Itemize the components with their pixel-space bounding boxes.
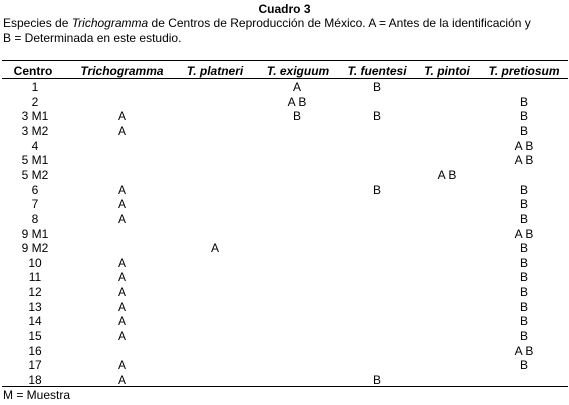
- cell-t-exiguum: A B: [287, 94, 307, 109]
- table-row: [0, 139, 569, 154]
- cell-t-fuentesi: B: [372, 373, 381, 387]
- cell-trichogramma: A: [117, 329, 126, 344]
- cell-t-pretiosum: A B: [514, 138, 534, 153]
- cell-t-platneri: A: [210, 241, 219, 256]
- cell-trichogramma: A: [117, 373, 126, 387]
- table-row: [0, 270, 569, 285]
- table-row: [0, 256, 569, 271]
- table-row: [0, 285, 569, 300]
- cell-t-pretiosum: B: [519, 285, 528, 300]
- table-row: [0, 227, 569, 242]
- header-t-fuentesi: T. fuentesi: [347, 64, 407, 78]
- cell-trichogramma: A: [117, 358, 126, 373]
- header-trichogramma: Trichogramma: [80, 64, 164, 78]
- table-row: [0, 153, 569, 168]
- table-row: [0, 197, 569, 212]
- cell-t-pretiosum: B: [519, 109, 528, 124]
- cell-centro: 14: [28, 314, 42, 329]
- table-row: [0, 212, 569, 227]
- table-title: Cuadro 3: [258, 2, 311, 16]
- cell-t-pretiosum: B: [519, 211, 528, 226]
- cell-centro: 13: [28, 299, 42, 314]
- cell-centro: 11: [28, 270, 42, 285]
- cell-trichogramma: A: [117, 285, 126, 300]
- cell-trichogramma: A: [117, 123, 126, 138]
- cell-t-fuentesi: B: [372, 109, 381, 124]
- table-top-rule: [2, 60, 568, 61]
- cell-centro: 1: [31, 80, 39, 94]
- cell-t-pretiosum: B: [519, 270, 528, 285]
- table-row: [0, 109, 569, 124]
- table-row: [0, 124, 569, 139]
- cell-trichogramma: A: [117, 270, 126, 285]
- header-t-exiguum: T. exiguum: [266, 64, 330, 78]
- cell-centro: 3 M1: [21, 109, 49, 124]
- caption-text-start: Especies de: [3, 16, 72, 30]
- cell-trichogramma: A: [117, 182, 126, 197]
- cell-trichogramma: A: [117, 211, 126, 226]
- cell-t-pretiosum: B: [519, 241, 528, 256]
- cell-trichogramma: A: [117, 299, 126, 314]
- header-centro: Centro: [13, 64, 53, 78]
- table-row: [0, 168, 569, 183]
- table-row: [0, 300, 569, 315]
- cell-t-fuentesi: B: [372, 182, 381, 197]
- cell-trichogramma: A: [117, 197, 126, 212]
- table-row: [0, 329, 569, 344]
- table-row: [0, 80, 569, 95]
- table-row: [0, 95, 569, 110]
- table-row: [0, 358, 569, 373]
- cell-t-exiguum: A: [292, 80, 301, 94]
- cell-t-pretiosum: B: [519, 182, 528, 197]
- table-header-rule: [2, 78, 568, 79]
- cell-centro: 8: [31, 211, 39, 226]
- cell-t-pretiosum: A B: [514, 153, 534, 168]
- cell-centro: 2: [31, 94, 39, 109]
- cell-t-pretiosum: B: [519, 123, 528, 138]
- cell-centro: 9 M1: [21, 226, 49, 241]
- caption-genus-name: Trichogramma: [71, 16, 149, 30]
- table-footnote: M = Muestra: [3, 388, 71, 402]
- cell-t-pretiosum: B: [519, 255, 528, 270]
- caption-legend: B = Determinada en este estudio.: [3, 31, 182, 45]
- cell-t-pretiosum: B: [519, 358, 528, 373]
- cell-centro: 18: [28, 373, 42, 387]
- cell-t-pretiosum: A B: [514, 343, 534, 358]
- cell-t-pretiosum: B: [519, 299, 528, 314]
- cell-centro: 9 M2: [21, 241, 49, 256]
- table-bottom-rule: [2, 386, 568, 387]
- table-row: [0, 183, 569, 198]
- cell-t-pretiosum: B: [519, 329, 528, 344]
- table-row: [0, 314, 569, 329]
- cell-trichogramma: A: [117, 314, 126, 329]
- cell-centro: 10: [28, 255, 42, 270]
- header-t-pretiosum: T. pretiosum: [488, 64, 560, 78]
- cell-t-pintoi: A B: [437, 167, 457, 182]
- cell-trichogramma: A: [117, 255, 126, 270]
- cell-centro: 15: [28, 329, 42, 344]
- cell-t-pretiosum: B: [519, 94, 528, 109]
- cell-centro: 7: [31, 197, 39, 212]
- cell-t-fuentesi: B: [372, 80, 381, 94]
- cell-t-pretiosum: B: [519, 197, 528, 212]
- cell-centro: 5 M2: [21, 167, 49, 182]
- cell-t-exiguum: B: [292, 109, 301, 124]
- cell-trichogramma: A: [117, 109, 126, 124]
- cell-centro: 12: [28, 285, 42, 300]
- caption-text-end: de Centros de Reproducción de México. A = Antes de la identificación y: [148, 16, 531, 30]
- cell-centro: 17: [28, 358, 42, 373]
- cell-centro: 3 M2: [21, 123, 49, 138]
- cell-centro: 16: [28, 343, 42, 358]
- cell-t-pretiosum: B: [519, 314, 528, 329]
- cell-centro: 6: [31, 182, 39, 197]
- header-t-pintoi: T. pintoi: [424, 64, 470, 78]
- table-header-row: [0, 64, 569, 78]
- table-row: [0, 344, 569, 359]
- table-caption: [3, 16, 569, 46]
- cell-centro: 5 M1: [21, 153, 49, 168]
- header-t-platneri: T. platneri: [186, 64, 244, 78]
- cell-t-pretiosum: A B: [514, 226, 534, 241]
- cell-centro: 4: [31, 138, 39, 153]
- table-row: [0, 241, 569, 256]
